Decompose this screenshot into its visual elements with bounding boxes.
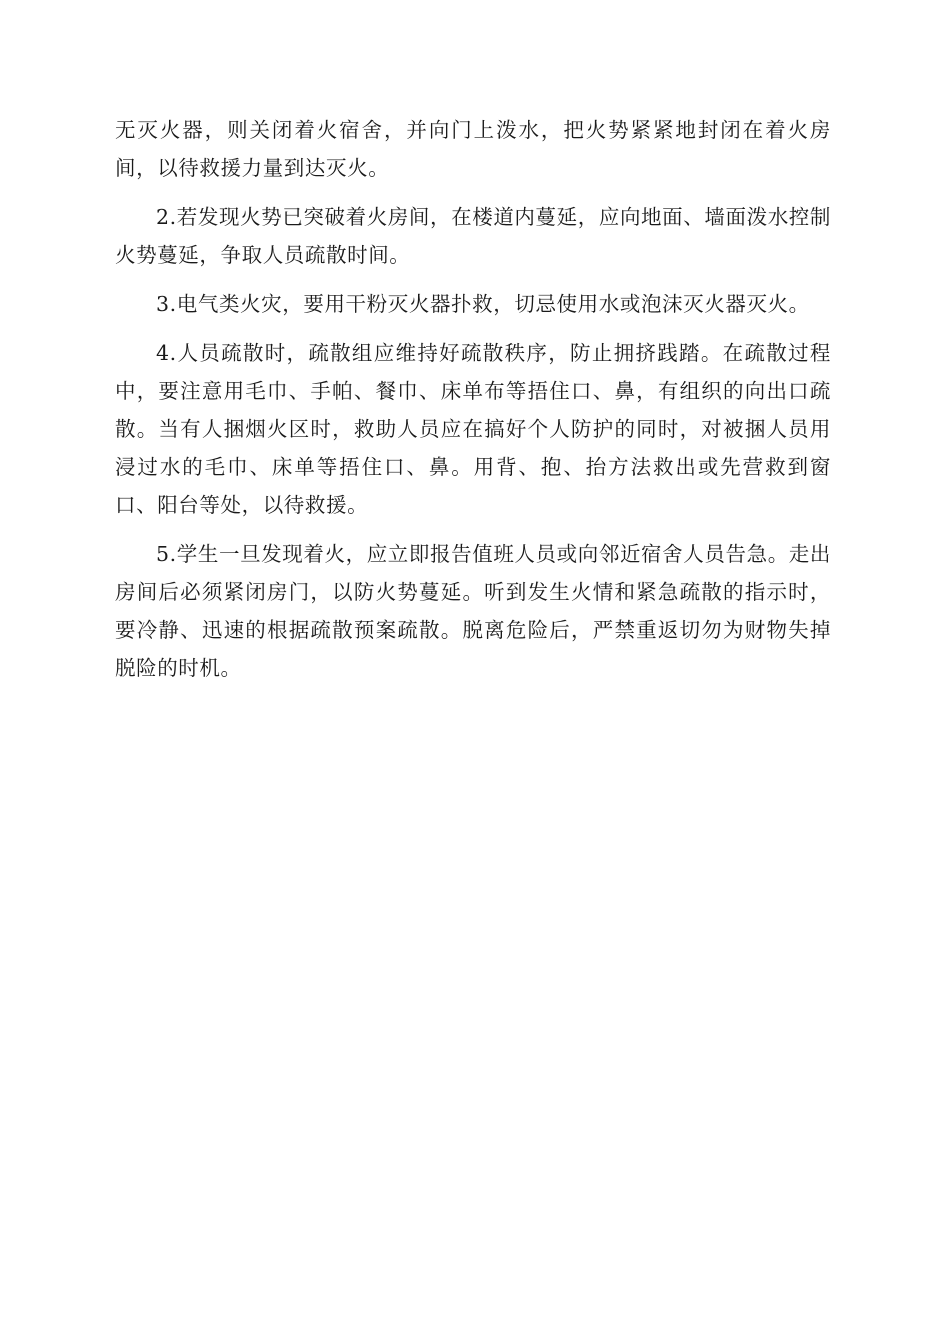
paragraph-continuation: 无灭火器，则关闭着火宿舍，并向门上泼水，把火势紧紧地封闭在着火房间，以待救援力量到达灭火。 [115, 118, 831, 180]
paragraph-item-5: 5.学生一旦发现着火，应立即报告值班人员或向邻近宿舍人员告急。走出房间后必须紧闭房门，以防火势蔓延。听到发生火情和紧急疏散的指示时，要冷静、迅速的根据疏散预案疏散。脱离危险后，严禁重返切勿为财物失掉脱险的时机。 [115, 542, 831, 680]
paragraph-item-2: 2.若发现火势已突破着火房间，在楼道内蔓延，应向地面、墙面泼水控制火势蔓延，争取人员疏散时间。 [115, 205, 831, 267]
paragraph-item-3: 3.电气类火灾，要用干粉灭火器扑救，切忌使用水或泡沫灭火器灭火。 [156, 292, 810, 316]
document-body [115, 111, 831, 698]
paragraph-item-4: 4.人员疏散时，疏散组应维持好疏散秩序，防止拥挤践踏。在疏散过程中，要注意用毛巾、手帕、餐巾、床单布等捂住口、鼻，有组织的向出口疏散。当有人捆烟火区时，救助人员应在搞好个人防护的同时，对被捆人员用浸过水的毛巾、床单等捂住口、鼻。用背、抱、抬方法救出或先营救到窗口、阳台等处，以待救援。 [115, 341, 831, 517]
